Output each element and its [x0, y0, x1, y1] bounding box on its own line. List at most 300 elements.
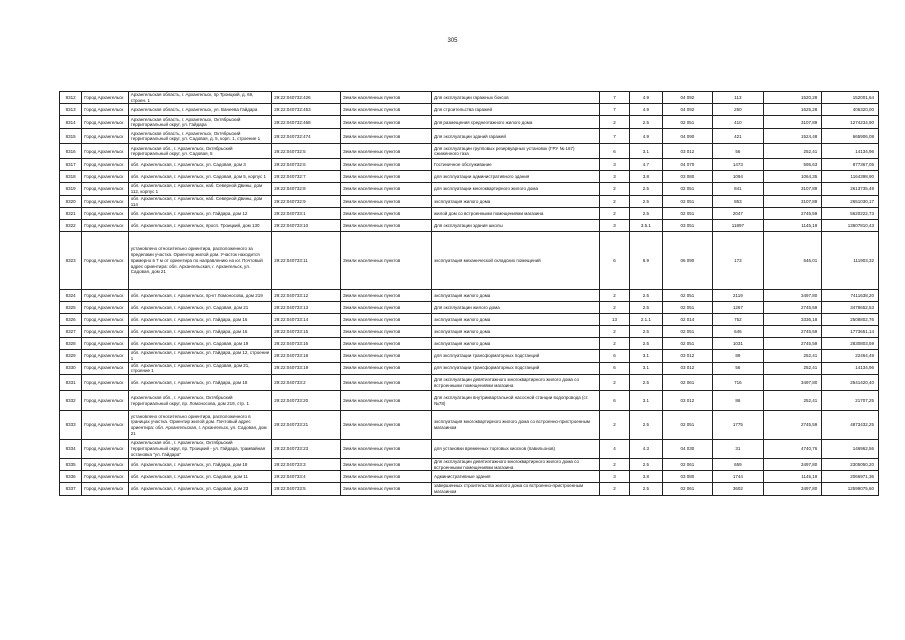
- use-code-cell: 6.9: [630, 232, 662, 290]
- row-number-cell: 8320: [60, 195, 82, 207]
- use-code-cell: 4.3: [630, 440, 662, 459]
- land-category-cell: Земли населенных пунктов: [341, 302, 432, 314]
- cadastral-number-cell: 29:22:040732:453: [272, 104, 341, 116]
- use-code-cell: 3.5.1: [630, 220, 662, 232]
- municipality-cell: Город Архангельск: [82, 208, 129, 220]
- use-code-cell: 2.5: [630, 411, 662, 440]
- cadastral-number-cell: 29:22:040732:6: [272, 159, 341, 171]
- permitted-use-cell: жилой дом со встроенными помещениями магазина: [432, 208, 600, 220]
- table-row: [60, 440, 879, 459]
- kind-code-cell: 02 051: [662, 302, 713, 314]
- group-number-cell: 2: [599, 375, 629, 391]
- address-cell: обл. Архангельская, г. Архангельск, ул. Садовая, дом 21, строение 1: [128, 362, 272, 374]
- permitted-use-cell: Для эксплуатации здания школы: [432, 220, 600, 232]
- address-cell: обл. Архангельская, г. Архангельск, ул. Гайдара, дом 16: [128, 314, 272, 326]
- cadastral-number-cell: 29:22:040732:8: [272, 183, 341, 195]
- address-cell: обл. Архангельская, г. Архангельск, ул. Гайдара, дом 18: [128, 459, 272, 471]
- row-number-cell: 8333: [60, 411, 82, 440]
- land-category-cell: Земли населенных пунктов: [341, 183, 432, 195]
- cadastral-number-cell: 29:22:040733:20: [272, 391, 341, 411]
- permitted-use-cell: Для эксплуатации зданий гаражей: [432, 129, 600, 144]
- cadastral-number-cell: 29:22:040733:4: [272, 471, 341, 483]
- kind-code-cell: 02 061: [662, 459, 713, 471]
- address-cell: Архангельская область, г. Архангельск, ул. Ванеева Гайдара: [128, 104, 272, 116]
- group-number-cell: 2: [599, 338, 629, 350]
- cadastral-value-cell: 665906,08: [822, 129, 879, 144]
- land-category-cell: Земли населенных пунктов: [341, 116, 432, 129]
- table-row: [60, 195, 879, 207]
- use-code-cell: 2.5: [630, 326, 662, 338]
- area-cell: 646: [713, 326, 764, 338]
- cadastral-number-cell: 29:22:040733:12: [272, 290, 341, 302]
- specific-value-cell: 252,41: [763, 350, 822, 362]
- municipality-cell: Город Архангельск: [82, 302, 129, 314]
- municipality-cell: Город Архангельск: [82, 92, 129, 104]
- use-code-cell: 3.1: [630, 391, 662, 411]
- area-cell: 56: [713, 362, 764, 374]
- permitted-use-cell: для эксплуатации административного здания: [432, 171, 600, 183]
- use-code-cell: 2.5: [630, 338, 662, 350]
- kind-code-cell: 04 030: [662, 440, 713, 459]
- land-plots-table: [59, 91, 879, 496]
- use-code-cell: 2.5: [630, 483, 662, 495]
- kind-code-cell: 03 012: [662, 362, 713, 374]
- row-number-cell: 8323: [60, 232, 82, 290]
- cadastral-value-cell: 2613735,49: [822, 183, 879, 195]
- municipality-cell: Город Архангельск: [82, 314, 129, 326]
- row-number-cell: 8313: [60, 104, 82, 116]
- area-cell: 11897: [713, 220, 764, 232]
- address-cell: установлено относительно ориентира, расположенного за пределами участка. Ориентир жилой дом. Участок находится примерно в 7 м от ориентира по направлению на юг. Почтовый адрес ориентира: обл. Архангельская, г. Архангельск, ул. Садовая, дом 21: [128, 232, 272, 290]
- kind-code-cell: 04 092: [662, 92, 713, 104]
- area-cell: 1473: [713, 159, 764, 171]
- cadastral-number-cell: 29:22:040733:21: [272, 411, 341, 440]
- cadastral-value-cell: 1773651,14: [822, 326, 879, 338]
- land-category-cell: Земли населенных пунктов: [341, 362, 432, 374]
- table-row: [60, 350, 879, 362]
- municipality-cell: Город Архангельск: [82, 159, 129, 171]
- address-cell: обл. Архангельская, г. Архангельск, ул. Гайдара, дом 12: [128, 208, 272, 220]
- group-number-cell: 4: [599, 440, 629, 459]
- row-number-cell: 8335: [60, 459, 82, 471]
- group-number-cell: 6: [599, 391, 629, 411]
- row-number-cell: 8317: [60, 159, 82, 171]
- cadastral-value-cell: 22464,49: [822, 350, 879, 362]
- land-category-cell: Земли населенных пунктов: [341, 159, 432, 171]
- cadastral-value-cell: 2541420,40: [822, 375, 879, 391]
- permitted-use-cell: для эксплуатации трансформаторных подстанций: [432, 350, 600, 362]
- kind-code-cell: 02 051: [662, 208, 713, 220]
- permitted-use-cell: Для размещения среднеэтажного жилого дома: [432, 116, 600, 129]
- area-cell: 250: [713, 104, 764, 116]
- page-number: 305: [447, 38, 458, 44]
- specific-value-cell: 1520,28: [763, 92, 822, 104]
- table-row: [60, 391, 879, 411]
- table-row: [60, 290, 879, 302]
- cadastral-number-cell: 29:22:040733:23: [272, 440, 341, 459]
- specific-value-cell: 1145,19: [763, 471, 822, 483]
- cadastral-value-cell: 2305050,20: [822, 459, 879, 471]
- kind-code-cell: 04 092: [662, 104, 713, 116]
- area-cell: 716: [713, 375, 764, 391]
- kind-code-cell: 03 012: [662, 350, 713, 362]
- specific-value-cell: 2745,59: [763, 208, 822, 220]
- cadastral-value-cell: 1164398,90: [822, 171, 879, 183]
- table-row: [60, 338, 879, 350]
- kind-code-cell: 02 051: [662, 183, 713, 195]
- row-number-cell: 8337: [60, 483, 82, 495]
- cadastral-value-cell: 877367,05: [822, 159, 879, 171]
- cadastral-number-cell: 29:22:040733:1: [272, 208, 341, 220]
- specific-value-cell: 3336,18: [763, 314, 822, 326]
- permitted-use-cell: эксплуатация жилого дома: [432, 195, 600, 207]
- cadastral-number-cell: 29:22:040732:5: [272, 144, 341, 159]
- area-cell: 31: [713, 440, 764, 459]
- cadastral-value-cell: 2066971,36: [822, 471, 879, 483]
- land-category-cell: Земли населенных пунктов: [341, 144, 432, 159]
- kind-code-cell: 02 014: [662, 314, 713, 326]
- area-cell: 3602: [713, 483, 764, 495]
- specific-value-cell: 1524,48: [763, 129, 822, 144]
- address-cell: обл. Архангельская, г. Архангельск, ул. Садовая, дом 21: [128, 302, 272, 314]
- permitted-use-cell: эксплуатация жилого дома: [432, 314, 600, 326]
- municipality-cell: Город Архангельск: [82, 483, 129, 495]
- land-category-cell: Земли населенных пунктов: [341, 411, 432, 440]
- row-number-cell: 8331: [60, 375, 82, 391]
- cadastral-number-cell: 29:22:040733:3: [272, 459, 341, 471]
- land-category-cell: Земли населенных пунктов: [341, 375, 432, 391]
- table-row: [60, 129, 879, 144]
- permitted-use-cell: эксплуатация жилого дома: [432, 338, 600, 350]
- land-category-cell: Земли населенных пунктов: [341, 92, 432, 104]
- specific-value-cell: 252,41: [763, 391, 822, 411]
- area-cell: 1744: [713, 471, 764, 483]
- cadastral-number-cell: 29:22:040732:474: [272, 129, 341, 144]
- use-code-cell: 4.9: [630, 92, 662, 104]
- specific-value-cell: 1064,35: [763, 171, 822, 183]
- land-category-cell: Земли населенных пунктов: [341, 338, 432, 350]
- specific-value-cell: 2745,59: [763, 302, 822, 314]
- municipality-cell: Город Архангельск: [82, 362, 129, 374]
- table-row: [60, 375, 879, 391]
- row-number-cell: 8327: [60, 326, 82, 338]
- area-cell: 1775: [713, 411, 764, 440]
- use-code-cell: 2.1.1: [630, 314, 662, 326]
- cadastral-value-cell: 146962,56: [822, 440, 879, 459]
- municipality-cell: Город Архангельск: [82, 326, 129, 338]
- specific-value-cell: 3497,80: [763, 375, 822, 391]
- permitted-use-cell: Для строительства гаражей: [432, 104, 600, 116]
- group-number-cell: 13: [599, 314, 629, 326]
- cadastral-number-cell: 29:22:040733:14: [272, 314, 341, 326]
- table-row: [60, 302, 879, 314]
- address-cell: обл. Архангельская, г. Архангельск, ул. Садовая, дом 11: [128, 471, 272, 483]
- kind-code-cell: 03 012: [662, 391, 713, 411]
- kind-code-cell: 02 051: [662, 290, 713, 302]
- land-category-cell: Земли населенных пунктов: [341, 104, 432, 116]
- specific-value-cell: 3107,89: [763, 183, 822, 195]
- table-row: [60, 159, 879, 171]
- area-cell: 56: [713, 144, 764, 159]
- table-row: [60, 104, 879, 116]
- municipality-cell: Город Архангельск: [82, 350, 129, 362]
- municipality-cell: Город Архангельск: [82, 459, 129, 471]
- row-number-cell: 8316: [60, 144, 82, 159]
- permitted-use-cell: Для эксплуатации групповых резервуарных установок (ГРУ № 167) сжиженного газа: [432, 144, 600, 159]
- permitted-use-cell: для установки временных торговых киосков (павильонов): [432, 440, 600, 459]
- specific-value-cell: 1625,28: [763, 104, 822, 116]
- cadastral-value-cell: 2508802,76: [822, 314, 879, 326]
- permitted-use-cell: Для эксплуатации девятиэтажного многоквартирного жилого дома со встроенными помещениями магазина: [432, 459, 600, 471]
- use-code-cell: 3.8: [630, 471, 662, 483]
- permitted-use-cell: для эксплуатации многоквартирного жилого дома: [432, 183, 600, 195]
- area-cell: 421: [713, 129, 764, 144]
- cadastral-value-cell: 1274234,90: [822, 116, 879, 129]
- cadastral-value-cell: 2830803,59: [822, 338, 879, 350]
- cadastral-value-cell: 3478652,53: [822, 302, 879, 314]
- area-cell: 853: [713, 195, 764, 207]
- use-code-cell: 4.9: [630, 104, 662, 116]
- row-number-cell: 8326: [60, 314, 82, 326]
- land-category-cell: Земли населенных пунктов: [341, 471, 432, 483]
- use-code-cell: 2.5: [630, 375, 662, 391]
- kind-code-cell: 04 070: [662, 159, 713, 171]
- address-cell: обл. Архангельская, г. Архангельск, ул. Садовая, дом 3: [128, 159, 272, 171]
- use-code-cell: 2.5: [630, 290, 662, 302]
- cadastral-value-cell: 152001,64: [822, 92, 879, 104]
- permitted-use-cell: Административные здания: [432, 471, 600, 483]
- cadastral-number-cell: 29:22:040733:2: [272, 375, 341, 391]
- land-category-cell: Земли населенных пунктов: [341, 220, 432, 232]
- cadastral-number-cell: 29:22:040732:468: [272, 116, 341, 129]
- area-cell: 841: [713, 183, 764, 195]
- group-number-cell: 6: [599, 144, 629, 159]
- group-number-cell: 7: [599, 129, 629, 144]
- area-cell: 1031: [713, 338, 764, 350]
- land-category-cell: Земли населенных пунктов: [341, 129, 432, 144]
- row-number-cell: 8319: [60, 183, 82, 195]
- group-number-cell: 2: [599, 208, 629, 220]
- address-cell: Архангельская область, г. Архангельск, Октябрьский территориальный округ, ул. Садовая, д. 5, корп. 1, строение 1: [128, 129, 272, 144]
- area-cell: 659: [713, 459, 764, 471]
- address-cell: обл. Архангельская, г. Архангельск, пр-кт Ломоносова, дом 219: [128, 290, 272, 302]
- group-number-cell: 2: [599, 411, 629, 440]
- group-number-cell: 6: [599, 232, 629, 290]
- municipality-cell: Город Архангельск: [82, 391, 129, 411]
- address-cell: обл. Архангельская, г. Архангельск, ул. Садовая, дом 23: [128, 483, 272, 495]
- row-number-cell: 8315: [60, 129, 82, 144]
- cadastral-value-cell: 14134,96: [822, 144, 879, 159]
- specific-value-cell: 252,41: [763, 362, 822, 374]
- land-category-cell: Земли населенных пунктов: [341, 232, 432, 290]
- kind-code-cell: 04 090: [662, 129, 713, 144]
- municipality-cell: Город Архангельск: [82, 220, 129, 232]
- group-number-cell: 2: [599, 326, 629, 338]
- use-code-cell: 3.1: [630, 362, 662, 374]
- cadastral-value-cell: 13607810,43: [822, 220, 879, 232]
- row-number-cell: 8332: [60, 391, 82, 411]
- permitted-use-cell: эксплуатация механической складских помещений: [432, 232, 600, 290]
- group-number-cell: 3: [599, 171, 629, 183]
- address-cell: Архангельская область, г. Архангельск, пр Троицкий, д. 69, строен. 1: [128, 92, 272, 104]
- municipality-cell: Город Архангельск: [82, 375, 129, 391]
- area-cell: 2047: [713, 208, 764, 220]
- permitted-use-cell: Для эксплуатации жилого дома: [432, 302, 600, 314]
- specific-value-cell: 252,41: [763, 144, 822, 159]
- address-cell: Архангельская обл., г. Архангельск, Октябрьский территориальный округ, пр. Троицкий - ул. Гайдара, трамвайная остановка "ул. Гайдара": [128, 440, 272, 459]
- cadastral-number-cell: 29:22:040733:11: [272, 232, 341, 290]
- municipality-cell: Город Архангельск: [82, 129, 129, 144]
- table-row: [60, 208, 879, 220]
- row-number-cell: 8318: [60, 171, 82, 183]
- table-row: [60, 171, 879, 183]
- use-code-cell: 2.5: [630, 183, 662, 195]
- area-cell: 113: [713, 92, 764, 104]
- specific-value-cell: 2745,59: [763, 411, 822, 440]
- cadastral-number-cell: 29:22:040733:15: [272, 326, 341, 338]
- row-number-cell: 8322: [60, 220, 82, 232]
- land-category-cell: Земли населенных пунктов: [341, 459, 432, 471]
- group-number-cell: 2: [599, 459, 629, 471]
- land-category-cell: Земли населенных пунктов: [341, 171, 432, 183]
- permitted-use-cell: Для эксплуатации внутриквартальной насосной станции водопровода (ст.№78): [432, 391, 600, 411]
- kind-code-cell: 03 080: [662, 171, 713, 183]
- land-category-cell: Земли населенных пунктов: [341, 483, 432, 495]
- kind-code-cell: 02 061: [662, 375, 713, 391]
- cadastral-number-cell: 29:22:040733:18: [272, 350, 341, 362]
- cadastral-number-cell: 29:22:040733:10: [272, 220, 341, 232]
- specific-value-cell: 4740,76: [763, 440, 822, 459]
- specific-value-cell: 3107,89: [763, 116, 822, 129]
- table-row: [60, 92, 879, 104]
- address-cell: установлено относительно ориентира, расположенного в границах участка. Ориентир жилой дом. Почтовый адрес ориентира: обл. Архангельская, г. Архангельск, ул. Садовая, дом 21: [128, 411, 272, 440]
- group-number-cell: 2: [599, 290, 629, 302]
- group-number-cell: 2: [599, 195, 629, 207]
- cadastral-number-cell: 29:22:040733:13: [272, 302, 341, 314]
- group-number-cell: 3: [599, 220, 629, 232]
- group-number-cell: 6: [599, 350, 629, 362]
- table-row: [60, 326, 879, 338]
- address-cell: обл. Архангельская, г. Архангельск, ул. Гайдара, дом 18: [128, 375, 272, 391]
- land-category-cell: Земли населенных пунктов: [341, 391, 432, 411]
- group-number-cell: 7: [599, 92, 629, 104]
- area-cell: 2119: [713, 290, 764, 302]
- specific-value-cell: 595,63: [763, 159, 822, 171]
- cadastral-value-cell: 5620222,73: [822, 208, 879, 220]
- row-number-cell: 8314: [60, 116, 82, 129]
- cadastral-value-cell: 4873432,25: [822, 411, 879, 440]
- kind-code-cell: 02 051: [662, 326, 713, 338]
- row-number-cell: 8328: [60, 338, 82, 350]
- municipality-cell: Город Архангельск: [82, 104, 129, 116]
- group-number-cell: 6: [599, 362, 629, 374]
- area-cell: 1267: [713, 302, 764, 314]
- cadastral-value-cell: 7411638,20: [822, 290, 879, 302]
- row-number-cell: 8324: [60, 290, 82, 302]
- permitted-use-cell: для эксплуатации трансформаторных подстанций: [432, 362, 600, 374]
- table-row: [60, 483, 879, 495]
- area-cell: 1094: [713, 171, 764, 183]
- municipality-cell: Город Архангельск: [82, 411, 129, 440]
- cadastral-value-cell: 12599075,60: [822, 483, 879, 495]
- table-row: [60, 183, 879, 195]
- table-row: [60, 116, 879, 129]
- permitted-use-cell: Гостиничное обслуживание: [432, 159, 600, 171]
- permitted-use-cell: завершенных строительства жилого дома со встроенно-пристроенным магазином: [432, 483, 600, 495]
- kind-code-cell: 02 061: [662, 483, 713, 495]
- cadastral-number-cell: 29:22:040732:7: [272, 171, 341, 183]
- address-cell: Архангельская обл., г. Архангельск, Октябрьский территориальный округ, ул. Садовая, 5: [128, 144, 272, 159]
- address-cell: обл. Архангельская, г. Архангельск, ул. Гайдара, дом 12, строение 1: [128, 350, 272, 362]
- group-number-cell: 2: [599, 302, 629, 314]
- cadastral-value-cell: 21707,25: [822, 391, 879, 411]
- municipality-cell: Город Архангельск: [82, 144, 129, 159]
- table-row: [60, 232, 879, 290]
- use-code-cell: 2.5: [630, 116, 662, 129]
- table-row: [60, 471, 879, 483]
- table-row: [60, 220, 879, 232]
- row-number-cell: 8330: [60, 362, 82, 374]
- land-category-cell: Земли населенных пунктов: [341, 314, 432, 326]
- area-cell: 752: [713, 314, 764, 326]
- kind-code-cell: 02 051: [662, 338, 713, 350]
- row-number-cell: 8329: [60, 350, 82, 362]
- municipality-cell: Город Архангельск: [82, 440, 129, 459]
- use-code-cell: 2.5: [630, 302, 662, 314]
- table-row: [60, 144, 879, 159]
- cadastral-number-cell: 29:22:040733:16: [272, 338, 341, 350]
- specific-value-cell: 646,01: [763, 232, 822, 290]
- use-code-cell: 2.5: [630, 195, 662, 207]
- municipality-cell: Город Архангельск: [82, 232, 129, 290]
- kind-code-cell: 02 051: [662, 411, 713, 440]
- use-code-cell: 3.8: [630, 171, 662, 183]
- cadastral-number-cell: 29:22:040733:5: [272, 483, 341, 495]
- permitted-use-cell: Для эксплуатации девятиэтажного многоквартирного жилого дома со встроенными помещениями магазина: [432, 375, 600, 391]
- cadastral-number-cell: 29:22:040732:426: [272, 92, 341, 104]
- land-category-cell: Земли населенных пунктов: [341, 440, 432, 459]
- table-row: [60, 362, 879, 374]
- address-cell: обл. Архангельская, г. Архангельск, наб. Северной Двины, дом 114: [128, 195, 272, 207]
- cadastral-value-cell: 2651030,17: [822, 195, 879, 207]
- permitted-use-cell: эксплуатация жилого дома: [432, 326, 600, 338]
- use-code-cell: 3.1: [630, 144, 662, 159]
- use-code-cell: 2.5: [630, 208, 662, 220]
- permitted-use-cell: эксплуатация многоквартирного жилого дома со встроенно-пристроенным магазином: [432, 411, 600, 440]
- table-row: [60, 314, 879, 326]
- use-code-cell: 4.9: [630, 129, 662, 144]
- cadastral-value-cell: 406320,00: [822, 104, 879, 116]
- address-cell: Архангельская обл., г. Архангельск, Октябрьский территориальный округ, пр. Ломоносова, дом 219, стр. 1: [128, 391, 272, 411]
- kind-code-cell: 03 080: [662, 471, 713, 483]
- specific-value-cell: 3497,80: [763, 290, 822, 302]
- group-number-cell: 2: [599, 183, 629, 195]
- specific-value-cell: 3107,89: [763, 195, 822, 207]
- address-cell: обл. Архангельская, г. Архангельск, ул. Садовая, дом 5, корпус 1: [128, 171, 272, 183]
- row-number-cell: 8334: [60, 440, 82, 459]
- land-category-cell: Земли населенных пунктов: [341, 290, 432, 302]
- use-code-cell: 2.5: [630, 459, 662, 471]
- area-cell: 86: [713, 391, 764, 411]
- permitted-use-cell: Для эксплуатации гаражных боксов: [432, 92, 600, 104]
- use-code-cell: 3.1: [630, 350, 662, 362]
- table-row: [60, 459, 879, 471]
- group-number-cell: 2: [599, 116, 629, 129]
- land-category-cell: Земли населенных пунктов: [341, 326, 432, 338]
- land-category-cell: Земли населенных пунктов: [341, 208, 432, 220]
- specific-value-cell: 3497,80: [763, 459, 822, 471]
- group-number-cell: 3: [599, 471, 629, 483]
